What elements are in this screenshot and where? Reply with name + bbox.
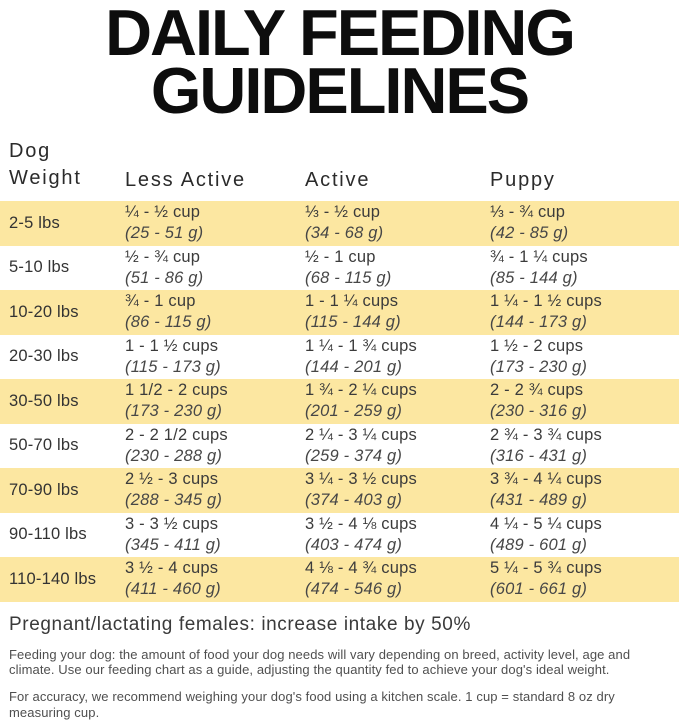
puppy-grams: (42 - 85 g) (490, 223, 679, 244)
puppy-grams: (431 - 489 g) (490, 490, 679, 511)
puppy-cups: 2 ¾ - 3 ¾ cups (490, 425, 679, 446)
cell-puppy (490, 202, 679, 244)
cell-dog-weight: 20-30 lbs (9, 346, 125, 367)
active-cups: 3 ¼ - 3 ½ cups (305, 469, 490, 490)
pregnant-note: Pregnant/lactating females: increase intake by 50% (9, 614, 679, 636)
cell-active (305, 558, 490, 600)
cell-dog-weight: 110-140 lbs (9, 569, 125, 590)
cell-less-active (125, 425, 305, 467)
less-active-grams: (230 - 288 g) (125, 446, 305, 467)
puppy-cups: 1 ¼ - 1 ½ cups (490, 291, 679, 312)
cell-active (305, 202, 490, 244)
cell-puppy (490, 247, 679, 289)
active-cups: 4 ⅛ - 4 ¾ cups (305, 558, 490, 579)
less-active-grams: (288 - 345 g) (125, 490, 305, 511)
table-body (0, 201, 679, 602)
active-cups: 1 ¼ - 1 ¾ cups (305, 336, 490, 357)
table-header-row (0, 136, 679, 192)
cell-less-active (125, 469, 305, 511)
less-active-grams: (411 - 460 g) (125, 579, 305, 600)
page-title-line1: DAILY FEEDING (0, 4, 679, 62)
cell-puppy (490, 469, 679, 511)
active-cups: 1 - 1 ¼ cups (305, 291, 490, 312)
less-active-cups: 1 1/2 - 2 cups (125, 380, 305, 401)
puppy-grams: (230 - 316 g) (490, 401, 679, 422)
less-active-cups: 1 - 1 ½ cups (125, 336, 305, 357)
less-active-grams: (345 - 411 g) (125, 535, 305, 556)
puppy-grams: (144 - 173 g) (490, 312, 679, 333)
active-grams: (115 - 144 g) (305, 312, 490, 333)
column-header-less-active: Less Active (125, 169, 305, 192)
cell-puppy (490, 425, 679, 467)
less-active-cups: 3 - 3 ½ cups (125, 514, 305, 535)
puppy-grams: (173 - 230 g) (490, 357, 679, 378)
cell-active (305, 291, 490, 333)
table-row (0, 557, 679, 602)
cell-dog-weight: 10-20 lbs (9, 302, 125, 323)
less-active-grams: (86 - 115 g) (125, 312, 305, 333)
cell-less-active (125, 336, 305, 378)
active-grams: (68 - 115 g) (305, 268, 490, 289)
accuracy-note: For accuracy, we recommend weighing your dog's food using a kitchen scale. 1 cup = standard 8 oz dry measuring cup. (9, 689, 675, 721)
cell-puppy (490, 558, 679, 600)
table-row (0, 246, 679, 291)
puppy-cups: ¾ - 1 ¼ cups (490, 247, 679, 268)
active-grams: (34 - 68 g) (305, 223, 490, 244)
cell-less-active (125, 514, 305, 556)
dog-weight-header-line2: Weight (9, 165, 125, 192)
active-cups: 1 ¾ - 2 ¼ cups (305, 380, 490, 401)
cell-puppy (490, 291, 679, 333)
puppy-cups: 4 ¼ - 5 ¼ cups (490, 514, 679, 535)
active-grams: (403 - 474 g) (305, 535, 490, 556)
cell-active (305, 469, 490, 511)
cell-active (305, 336, 490, 378)
puppy-grams: (489 - 601 g) (490, 535, 679, 556)
less-active-grams: (25 - 51 g) (125, 223, 305, 244)
dog-weight-header-line1: Dog (9, 138, 125, 165)
less-active-grams: (173 - 230 g) (125, 401, 305, 422)
cell-dog-weight: 2-5 lbs (9, 213, 125, 234)
active-grams: (259 - 374 g) (305, 446, 490, 467)
cell-active (305, 514, 490, 556)
column-header-active: Active (305, 169, 490, 192)
less-active-cups: ½ - ¾ cup (125, 247, 305, 268)
less-active-cups: 3 ½ - 4 cups (125, 558, 305, 579)
less-active-cups: 2 ½ - 3 cups (125, 469, 305, 490)
cell-active (305, 380, 490, 422)
table-row (0, 513, 679, 558)
active-grams: (474 - 546 g) (305, 579, 490, 600)
less-active-cups: ¾ - 1 cup (125, 291, 305, 312)
cell-dog-weight: 90-110 lbs (9, 524, 125, 545)
cell-puppy (490, 336, 679, 378)
puppy-cups: 3 ¾ - 4 ¼ cups (490, 469, 679, 490)
puppy-cups: 5 ¼ - 5 ¾ cups (490, 558, 679, 579)
cell-dog-weight: 50-70 lbs (9, 435, 125, 456)
cell-less-active (125, 558, 305, 600)
cell-active (305, 425, 490, 467)
less-active-cups: ¼ - ½ cup (125, 202, 305, 223)
footer-notes (0, 614, 679, 721)
table-row (0, 201, 679, 246)
cell-dog-weight: 30-50 lbs (9, 391, 125, 412)
puppy-grams: (85 - 144 g) (490, 268, 679, 289)
active-grams: (374 - 403 g) (305, 490, 490, 511)
puppy-cups: ⅓ - ¾ cup (490, 202, 679, 223)
less-active-grams: (115 - 173 g) (125, 357, 305, 378)
puppy-grams: (601 - 661 g) (490, 579, 679, 600)
less-active-grams: (51 - 86 g) (125, 268, 305, 289)
active-cups: 2 ¼ - 3 ¼ cups (305, 425, 490, 446)
column-header-puppy: Puppy (490, 169, 679, 192)
less-active-cups: 2 - 2 1/2 cups (125, 425, 305, 446)
puppy-cups: 1 ½ - 2 cups (490, 336, 679, 357)
cell-less-active (125, 202, 305, 244)
page-title-line2: GUIDELINES (0, 62, 679, 120)
active-cups: ⅓ - ½ cup (305, 202, 490, 223)
feeding-note: Feeding your dog: the amount of food your dog needs will vary depending on breed, activity level, age and climate. Use our feeding chart as a guide, adjusting the quantity fed to achieve your dog's ideal weight. (9, 647, 675, 679)
cell-puppy (490, 380, 679, 422)
cell-less-active (125, 291, 305, 333)
active-cups: 3 ½ - 4 ⅛ cups (305, 514, 490, 535)
active-grams: (144 - 201 g) (305, 357, 490, 378)
column-header-dog-weight (9, 138, 125, 192)
cell-less-active (125, 380, 305, 422)
table-row (0, 468, 679, 513)
cell-puppy (490, 514, 679, 556)
active-cups: ½ - 1 cup (305, 247, 490, 268)
cell-dog-weight: 5-10 lbs (9, 257, 125, 278)
table-row (0, 335, 679, 380)
puppy-grams: (316 - 431 g) (490, 446, 679, 467)
table-row (0, 379, 679, 424)
cell-less-active (125, 247, 305, 289)
puppy-cups: 2 - 2 ¾ cups (490, 380, 679, 401)
table-row (0, 290, 679, 335)
active-grams: (201 - 259 g) (305, 401, 490, 422)
table-row (0, 424, 679, 469)
cell-dog-weight: 70-90 lbs (9, 480, 125, 501)
cell-active (305, 247, 490, 289)
page-title (0, 0, 679, 120)
